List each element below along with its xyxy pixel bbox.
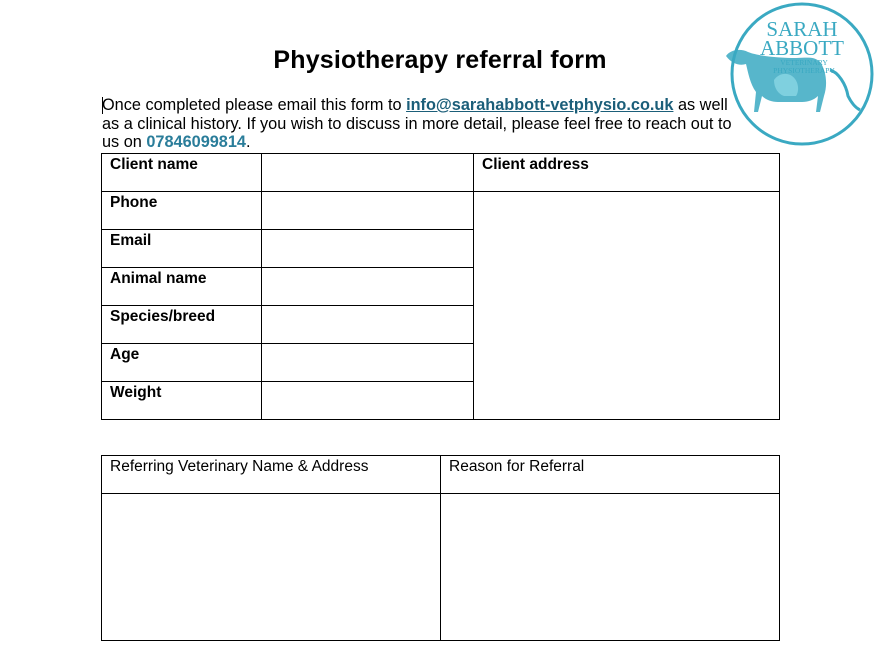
animal-name-field[interactable] — [262, 268, 474, 306]
table-row — [102, 494, 780, 641]
client-details-table — [101, 153, 780, 420]
logo-line-2: ABBOTT — [760, 36, 844, 60]
weight-label: Weight — [102, 382, 262, 420]
phone-label: Phone — [102, 192, 262, 230]
species-breed-label: Species/breed — [102, 306, 262, 344]
reason-header: Reason for Referral — [441, 456, 780, 494]
referring-vet-header: Referring Veterinary Name & Address — [102, 456, 441, 494]
client-name-label: Client name — [102, 154, 262, 192]
animal-name-label: Animal name — [102, 268, 262, 306]
intro-paragraph — [102, 96, 742, 152]
page-title: Physiotherapy referral form — [273, 46, 607, 74]
age-label: Age — [102, 344, 262, 382]
table-row — [102, 154, 780, 192]
referral-table — [101, 455, 780, 641]
client-address-label: Client address — [474, 154, 780, 192]
table-row — [102, 456, 780, 494]
client-address-field[interactable] — [474, 192, 780, 420]
reason-field[interactable] — [441, 494, 780, 641]
sarah-abbott-logo — [718, 0, 877, 152]
email-link[interactable]: info@sarahabbott-vetphysio.co.uk — [406, 96, 674, 114]
logo-line-4: PHYSIOTHERAPY — [773, 66, 835, 75]
table-row — [102, 192, 780, 230]
logo-line-3: VETERINARY — [780, 58, 828, 67]
phone-number[interactable]: 07846099814 — [146, 133, 246, 151]
weight-field[interactable] — [262, 382, 474, 420]
phone-field[interactable] — [262, 192, 474, 230]
email-label: Email — [102, 230, 262, 268]
intro-text: Once completed please email this form to — [102, 96, 407, 114]
client-name-field[interactable] — [262, 154, 474, 192]
age-field[interactable] — [262, 344, 474, 382]
intro-text: . — [245, 133, 251, 151]
logo-line-1: SARAH — [766, 17, 838, 41]
referring-vet-field[interactable] — [102, 494, 441, 641]
email-field[interactable] — [262, 230, 474, 268]
intro-text: as well as a clinical history. If you wish to discuss in more detail, please feel free to reach out to us on — [102, 96, 732, 151]
species-breed-field[interactable] — [262, 306, 474, 344]
